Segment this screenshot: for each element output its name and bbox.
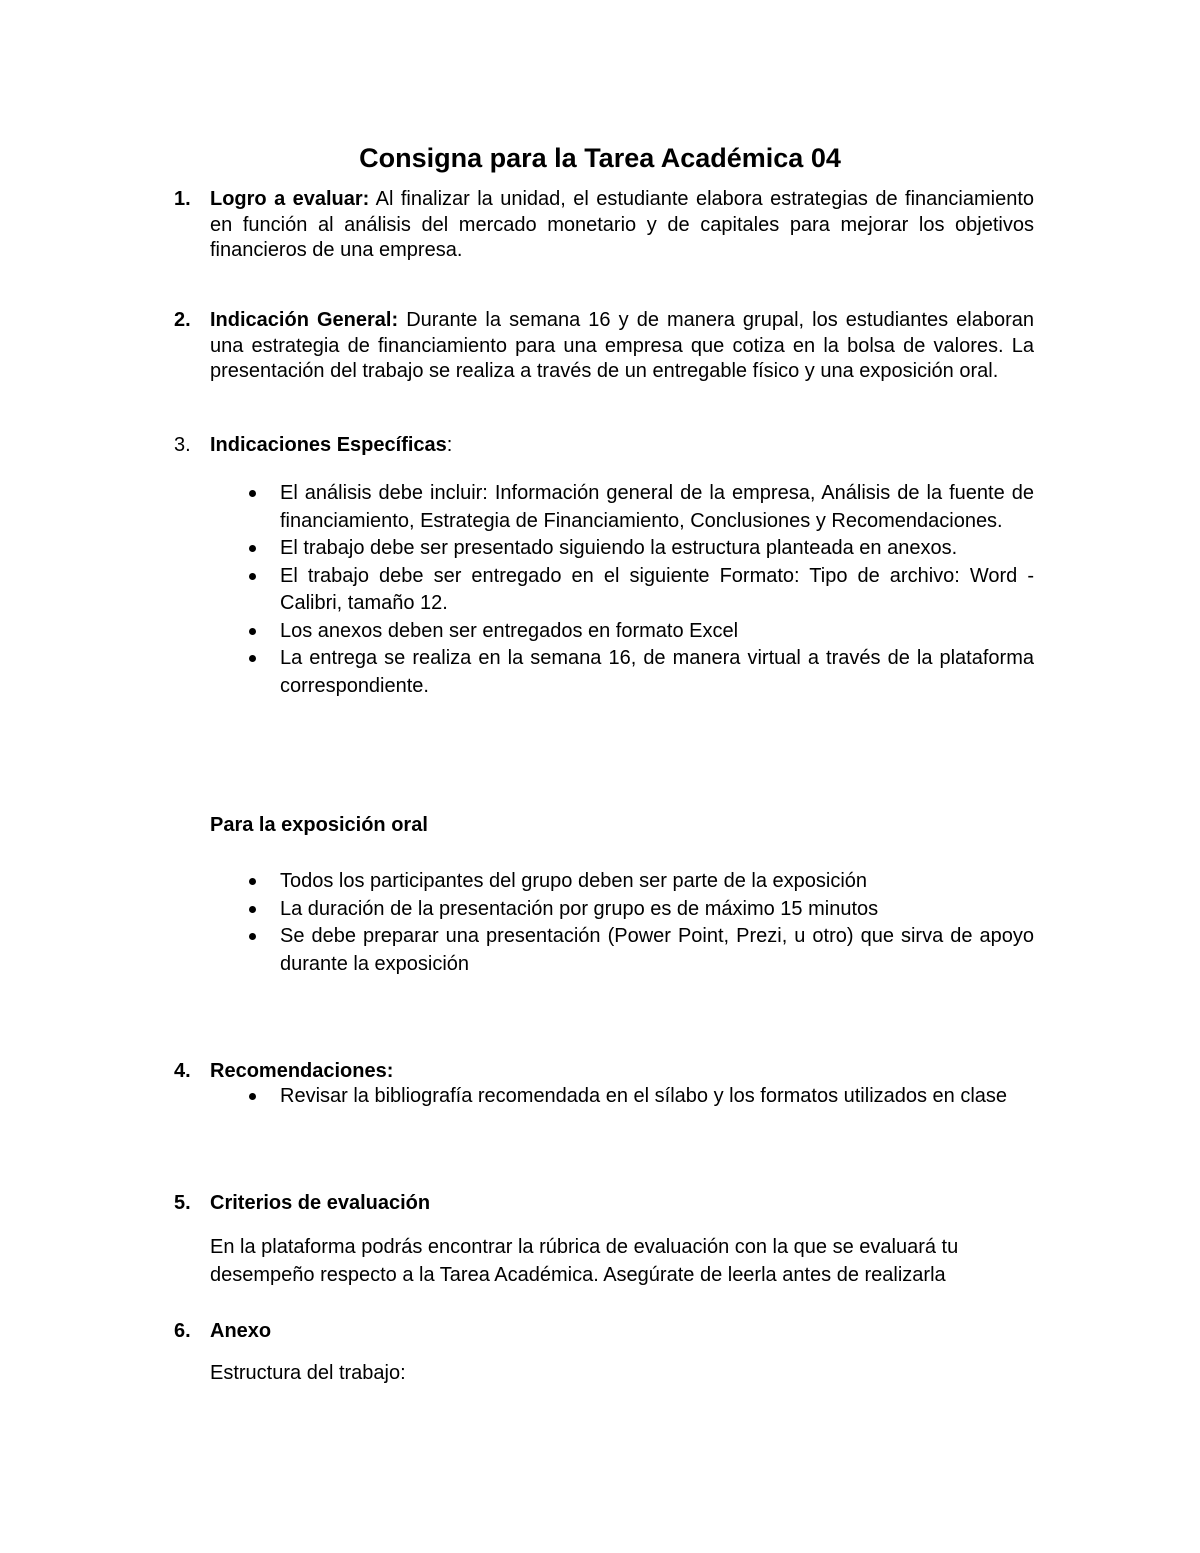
section-2-number: 2. [174, 309, 191, 331]
oral-heading: Para la exposición oral [210, 814, 428, 836]
section-5-label: Criterios de evaluación [210, 1192, 431, 1214]
section-4-number: 4. [174, 1060, 191, 1082]
section-2-paragraph [210, 308, 1034, 385]
section-6-label: Anexo [210, 1320, 272, 1342]
section-4-label: Recomendaciones: [210, 1060, 394, 1082]
section-6-number: 6. [174, 1320, 191, 1342]
section-4-bullet-list [280, 1083, 1034, 1111]
list-item: La duración de la presentación por grupo es de máximo 15 minutos [280, 896, 1034, 924]
bullet-icon [249, 906, 256, 913]
list-item: Todos los participantes del grupo deben ser parte de la exposición [280, 868, 1034, 896]
section-3-label: Indicaciones Específicas [210, 434, 447, 456]
section-5-text: En la plataforma podrás encontrar la rúbrica de evaluación con la que se evaluará tu desempeño respecto a la Tarea Académica. Asegúrate de leerla antes de realizarla [210, 1236, 959, 1286]
section-1-paragraph [210, 187, 1034, 264]
bullet-icon [249, 628, 256, 635]
list-item: El trabajo debe ser presentado siguiendo la estructura planteada en anexos. [280, 535, 1034, 563]
list-item: El análisis debe incluir: Información general de la empresa, Análisis de la fuente de financiamiento, Estrategia de Financiamiento, Conclusiones y Recomendaciones. [280, 480, 1034, 535]
list-item: Los anexos deben ser entregados en formato Excel [280, 618, 1034, 646]
section-5-number: 5. [174, 1192, 191, 1214]
section-1-number: 1. [174, 188, 191, 210]
bullet-icon [249, 490, 256, 497]
bullet-icon [249, 545, 256, 552]
document-title: Consigna para la Tarea Académica 04 [359, 143, 841, 173]
list-item: El trabajo debe ser entregado en el siguiente Formato: Tipo de archivo: Word - Calibri, tamaño 12. [280, 563, 1034, 618]
bullet-icon [249, 655, 256, 662]
bullet-icon [249, 573, 256, 580]
section-3-number: 3. [174, 434, 191, 456]
bullet-icon [249, 933, 256, 940]
section-2-label: Indicación General: [210, 309, 399, 331]
section-1-label: Logro a evaluar: [210, 188, 370, 210]
section-3-bullet-list [280, 480, 1034, 700]
section-3-suffix: : [446, 434, 453, 456]
section-3-heading [210, 433, 1034, 459]
list-item: Revisar la bibliografía recomendada en el sílabo y los formatos utilizados en clase [280, 1083, 1034, 1111]
list-item: Se debe preparar una presentación (Power Point, Prezi, u otro) que sirva de apoyo durante la exposición [280, 923, 1034, 978]
section-1-text: Al finalizar la unidad, el estudiante elabora estrategias de financiamiento en función al análisis del mercado monetario y de capitales para mejorar los objetivos financieros de una empresa. [210, 188, 1034, 261]
oral-bullet-list [280, 868, 1034, 978]
section-6-text: Estructura del trabajo: [210, 1362, 406, 1384]
bullet-icon [249, 878, 256, 885]
bullet-icon [249, 1093, 256, 1100]
section-2-text: Durante la semana 16 y de manera grupal, los estudiantes elaboran una estrategia de financiamiento para una empresa que cotiza en la bolsa de valores. La presentación del trabajo se realiza a través de un entregable físico y una exposición oral. [210, 309, 1034, 382]
list-item: La entrega se realiza en la semana 16, de manera virtual a través de la plataforma correspondiente. [280, 645, 1034, 700]
